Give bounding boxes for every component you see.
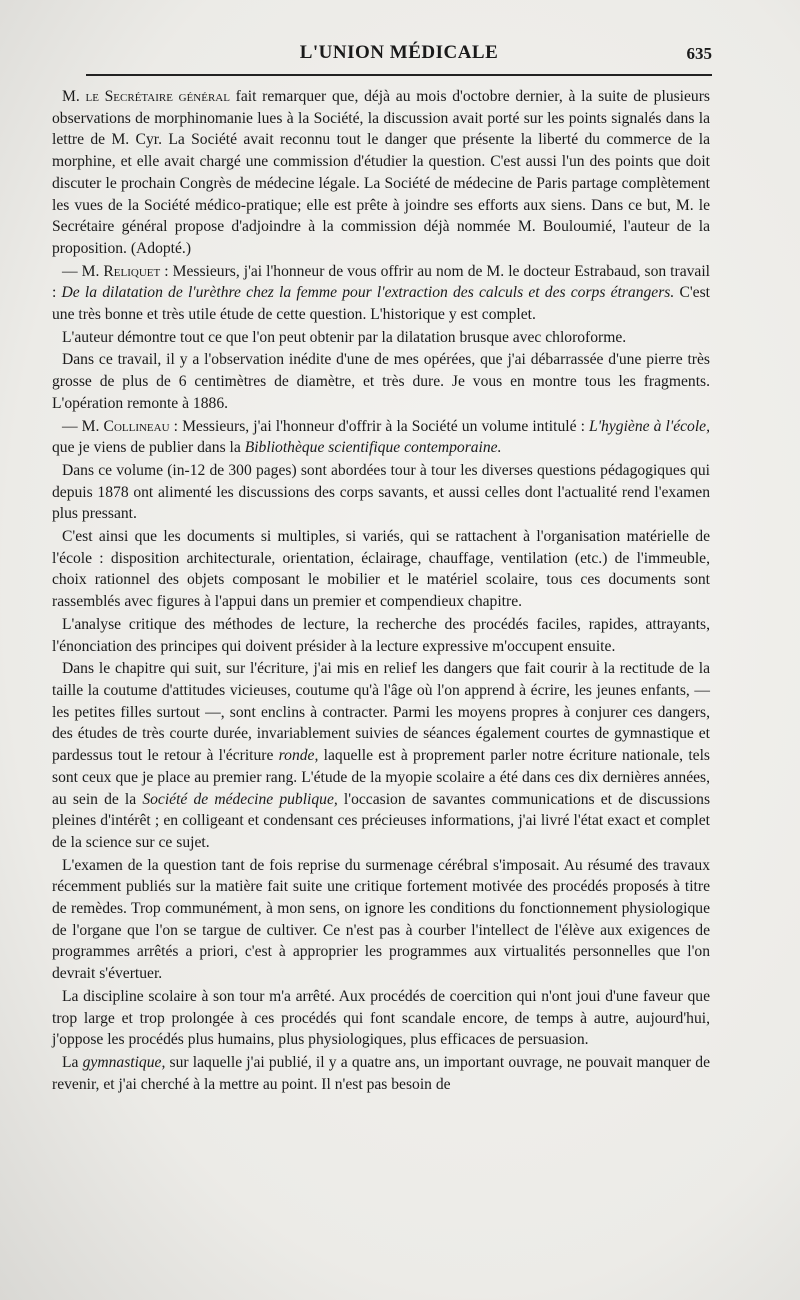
paragraph-text: La discipline scolaire à son tour m'a arrêté. Aux procédés de coercition qui n'ont joui d'une faveur que trop large et trop prolongée à ces procédés qui font scandale encore, de temps à autre, aujourd'hui, j'oppose les procédés plus humains, plus physiologiques, plus efficaces de persuasion. <box>52 987 710 1049</box>
paragraph-collineau <box>52 416 710 459</box>
paragraph-text: L'auteur démontre tout ce que l'on peut obtenir par la dilatation brusque avec chloroforme. <box>62 328 627 346</box>
paragraph-text: Dans ce travail, il y a l'observation inédite d'une de mes opérées, que j'ai débarrassée d'une pierre très grosse de plus de 6 centimètres de diamètre, et très dure. Je vous en montre tous les fragments. L'opération remonte à 1886. <box>52 351 710 412</box>
paragraph-text: L'analyse critique des méthodes de lecture, la recherche des procédés faciles, rapides, attrayants, l'énonciation des principes qui doivent présider à la lecture expressive m'occupent ensuite. <box>52 615 710 655</box>
emphasis: ronde, <box>278 747 319 765</box>
paragraph-reliquet <box>52 261 710 326</box>
body-text <box>52 86 710 1096</box>
paragraph-text: Dans ce volume (in-12 de 300 pages) sont abordées tour à tour les diverses questions pédagogiques qui depuis 1878 ont alimenté les discussions des corps savants, et aussi celles dont l'actualité rend l'examen plus pressant. <box>52 461 710 523</box>
speaker-name: Collineau <box>103 417 170 435</box>
page-header <box>86 38 712 76</box>
dash-lead: — M. <box>62 417 104 435</box>
paragraph-text: C'est ainsi que les documents si multiples, si variés, qui se rattachent à l'organisation matérielle de l'école : disposition architecturale, orientation, éclairage, chauffage, ventilation (etc.) de l'immeuble, choix rationnel des objets composant le mobilier et le matériel scolaire, tous ces documents sont rassemblés avec figures à l'appui dans un premier et compendieux chapitre. <box>52 528 710 611</box>
dash-lead: — M. <box>62 262 104 280</box>
paragraph-secretaire <box>52 86 710 260</box>
speaker-name: M. le Secrétaire général <box>62 88 230 105</box>
paragraph-text: C'est une très bonne et très utile étude de cette question. L'historique y est complet. <box>52 284 710 324</box>
work-title: L'hygiène à l'école, <box>589 417 710 435</box>
paragraph-text: fait remarquer que, déjà au mois d'octobre dernier, à la suite de plusieurs observations de morphinomanie lues à la Société, la discussion avait porté sur les points signalés dans la lettre de M. Cyr. La Société avait reconnu tout le danger que présente la liberté du commerce de la morphine, et elle avait chargé une commission d'étudier la question. C'est aussi l'un des points que doit discuter le prochain Congrès de médecine légale. La Société de médecine de Paris partage complètement les vues de la Société médico-pratique; elle est prête à joindre ses efforts aux siens. Dans ce but, M. le Secrétaire général propose d'adjoindre à la commission déjà nommée M. Bouloumié, l'auteur de la proposition. (Adopté.) <box>52 88 710 257</box>
paragraph-ecriture <box>52 658 710 853</box>
running-title: L'UNION MÉDICALE <box>299 42 499 63</box>
paragraph-text: : Messieurs, j'ai l'honneur d'offrir à la Société un volume intitulé : <box>169 417 590 435</box>
speaker-name: Reliquet <box>103 262 161 280</box>
collection-title: Bibliothèque scientifique contemporaine. <box>244 439 502 457</box>
work-title: De la dilatation de l'urèthre chez la femme pour l'extraction des calculs et des corps étrangers. <box>61 284 675 302</box>
paragraph-text: laquelle est à proprement parler notre écriture nationale, tels sont ceux que je place au premier rang. L'étude de la myopie scolaire a été dans ces dix dernières années, au sein de la <box>52 747 710 808</box>
emphasis: gymnastique, <box>82 1053 166 1071</box>
paragraph-text: L'examen de la question tant de fois reprise du surmenage cérébral s'imposait. Au résumé des travaux récemment publiés sur la matière fait suite une critique fortement motivée des procédés proposés à titre de remèdes. Trop communément, à mon sens, on ignore les conditions du fonctionnement physiologique de l'organe que l'on se targue de cultiver. Ce n'est pas à courber l'intellect de l'élève aux exigences de programmes arrêtés a priori, c'est à approprier les programmes aux virtualités personnelles que l'on devrait s'évertuer. <box>52 856 710 983</box>
paragraph-text: La <box>62 1053 83 1071</box>
paragraph-text: sur laquelle j'ai publié, il y a quatre ans, un important ouvrage, ne pouvait manquer de revenir, et j'ai cherché à la mettre au point. Il n'est pas besoin de <box>52 1053 710 1093</box>
paragraph-text: l'occasion de savantes communications et de discussions pleines d'intérêt ; en colligeant et condensant ces précieuses informations, j'ai livré l'état exact et complet de la science sur ce sujet. <box>52 790 711 851</box>
page-number: 635 <box>686 44 712 63</box>
paragraph-text: : Messieurs, j'ai l'honneur de vous offrir au nom de M. le docteur Estrabaud, son travail : <box>52 262 711 302</box>
paragraph-text: Dans le chapitre qui suit, sur l'écriture, j'ai mis en relief les dangers que fait courir à la rectitude de la taille la coutume d'attitudes vicieuses, coutume qu'à l'âge où l'on apprend à écrire, les jeunes enfants, — les petites filles surtout —, sont enclins à contracter. Parmi les moyens propres à conjurer ces dangers, des études de très courte durée, invariablement suivies de séances également courtes de gymnastique et pardessus tout le retour à l'écriture <box>52 660 710 765</box>
paragraph-gymnastique <box>52 1052 710 1095</box>
paragraph-text: que je viens de publier dans la <box>52 439 245 457</box>
society-name: Société de médecine publique, <box>142 790 338 808</box>
